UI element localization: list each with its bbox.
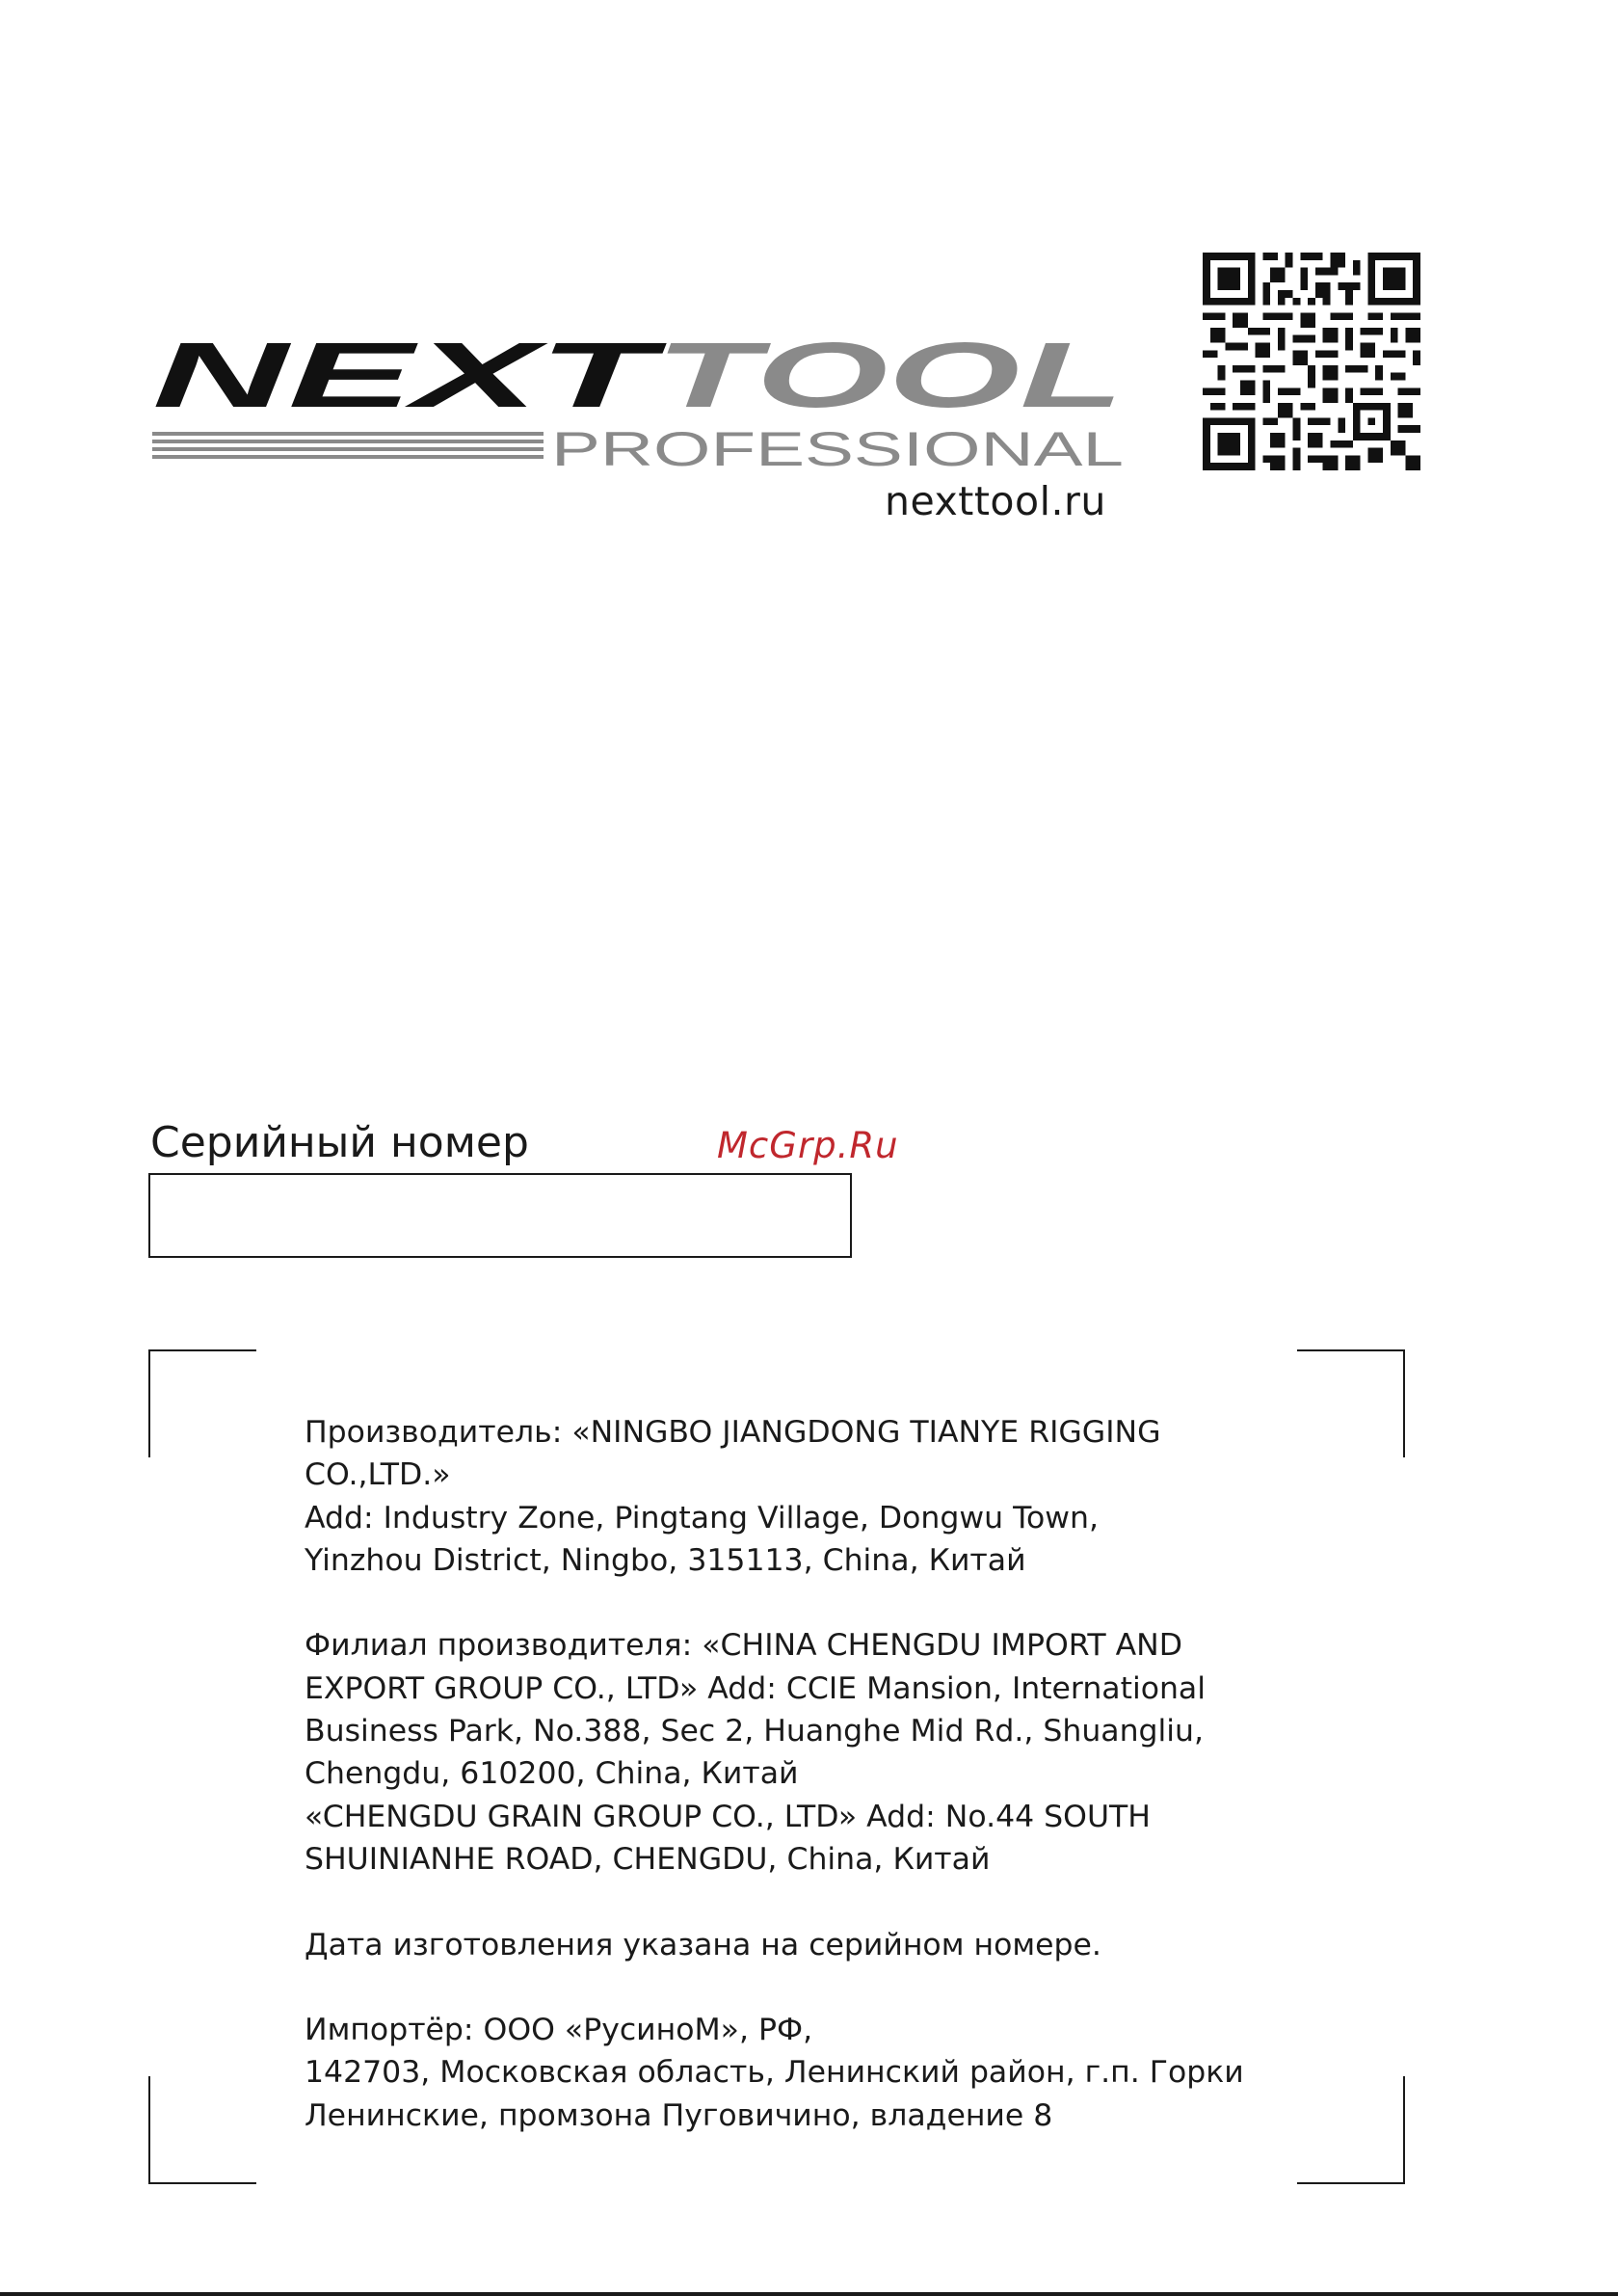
text-line: Ленинские, промзона Пуговичино, владение 8 <box>305 2097 1053 2133</box>
nexttool-logo <box>146 328 1127 482</box>
branch-section <box>305 1624 1278 1881</box>
production-date-section <box>305 1924 1278 1966</box>
frame-corner-top-right <box>1297 1349 1405 1457</box>
frame-corner-top-left <box>148 1349 256 1457</box>
manufacturer-info <box>305 1411 1278 2137</box>
manufacturer-section <box>305 1411 1278 1582</box>
logo-tagline: PROFESSIONAL <box>551 422 1124 476</box>
importer-section <box>305 2009 1278 2137</box>
text-line: Business Park, No.388, Sec 2, Huanghe Mid Rd., Shuangliu, <box>305 1714 1205 1749</box>
text-line: Филиал производителя: «CHINA CHENGDU IMPORT AND <box>305 1628 1182 1664</box>
text-line: Импортёр: ООО «РусиноМ», РФ, <box>305 2013 813 2048</box>
text-line: Yinzhou District, Ningbo, 315113, China, Китай <box>305 1542 1026 1578</box>
serial-number-label: Серийный номер <box>150 1118 529 1167</box>
logo-stripes <box>152 432 544 459</box>
text-line: Add: Industry Zone, Pingtang Village, Dongwu Town, <box>305 1500 1099 1535</box>
logo-brand-tool: TOOL <box>655 328 1124 427</box>
text-line: EXPORT GROUP CO., LTD» Add: CCIE Mansion, International <box>305 1670 1206 1706</box>
text-line: «CHENGDU GRAIN GROUP CO., LTD» Add: No.44 SOUTH <box>305 1799 1151 1834</box>
text-line: CO.,LTD.» <box>305 1457 451 1493</box>
page-bottom-rule <box>0 2292 1618 2296</box>
frame-corner-bottom-right <box>1297 2076 1405 2184</box>
serial-number-box <box>148 1173 852 1258</box>
website-url[interactable]: nexttool.ru <box>885 478 1106 524</box>
logo-wordmark <box>152 328 1124 427</box>
text-line: Chengdu, 610200, China, Китай <box>305 1756 799 1792</box>
logo-brand-next: NEXT <box>152 328 668 427</box>
watermark: McGrp.Ru <box>717 1125 899 1166</box>
qr-code-icon <box>1203 253 1420 470</box>
text-line: Дата изготовления указана на серийном номере. <box>305 1927 1101 1962</box>
text-line: Производитель: «NINGBO JIANGDONG TIANYE RIGGING <box>305 1415 1161 1450</box>
text-line: SHUINIANHE ROAD, CHENGDU, China, Китай <box>305 1841 991 1877</box>
frame-corner-bottom-left <box>148 2076 256 2184</box>
text-line: 142703, Московская область, Ленинский район, г.п. Горки <box>305 2055 1244 2091</box>
